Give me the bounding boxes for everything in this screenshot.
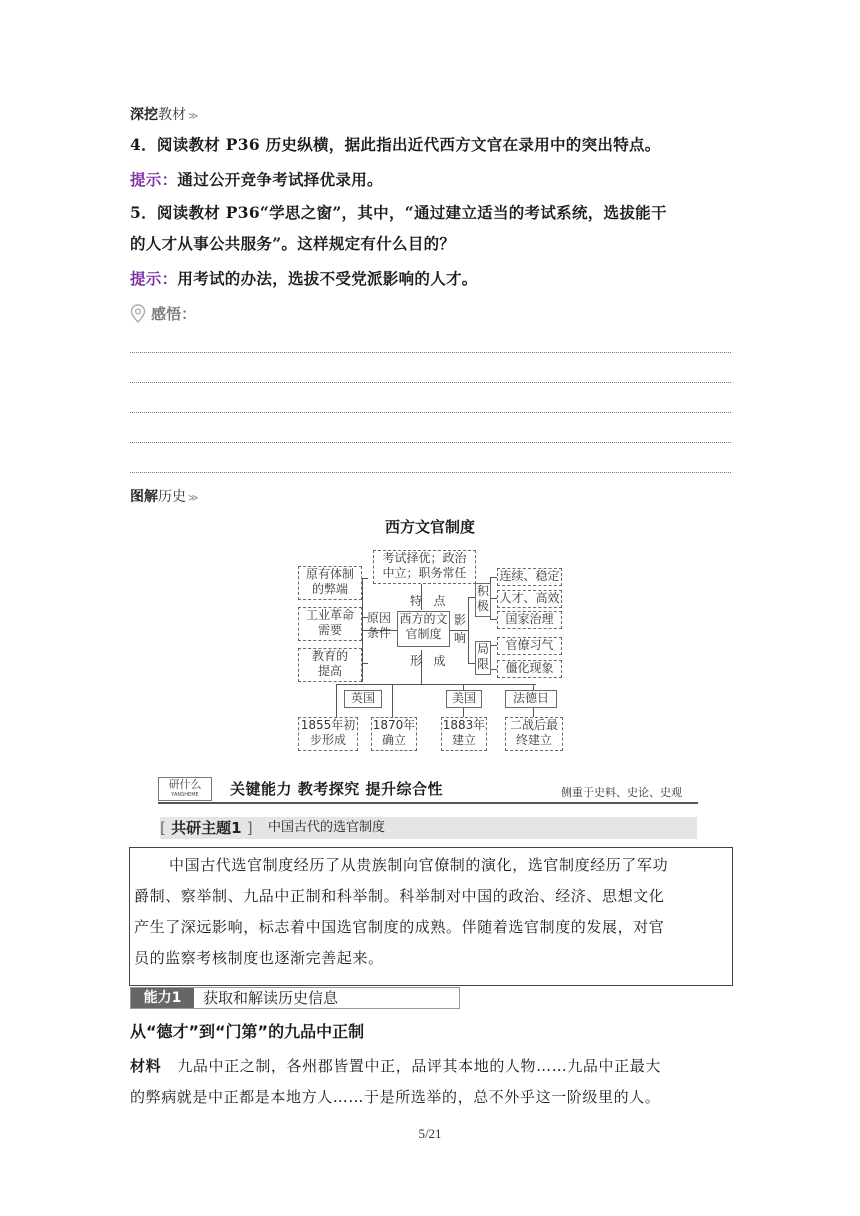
theme-label: [ 共研主题1 ] [160, 819, 253, 837]
positive-label-box: 积 极 [475, 583, 491, 617]
connector [468, 597, 469, 663]
connector [362, 663, 368, 664]
intro-box [129, 847, 733, 986]
hint-label: 提示： [130, 171, 178, 189]
cause-box: 教育的 提高 [298, 648, 362, 682]
material-line1: 材料 九品中正之制，各州郡皆置中正，品评其本地的人物……九品中正最大 [130, 1057, 661, 1075]
hint-label: 提示： [130, 270, 178, 288]
influence-label: 影 响 [454, 613, 467, 645]
hint-text: 通过公开竞争考试择优录用。 [177, 170, 383, 189]
negative-item: 僵化现象 [497, 660, 562, 678]
answer-line[interactable] [130, 442, 731, 443]
question-5-line1: 5．阅读教材 P36“学思之窗”，其中，“通过建立适当的考试系统，选拔能干 [130, 203, 667, 222]
ability-header [130, 987, 460, 1009]
insight-row [130, 303, 196, 324]
answer-line[interactable] [130, 412, 731, 413]
answer-line[interactable] [130, 352, 731, 353]
banner-logo: 研什么 YANSHEME [158, 777, 212, 801]
center-box: 西方的文 官制度 [397, 611, 450, 647]
section-diagram [130, 486, 198, 506]
double-chevron-icon: ≫ [188, 493, 199, 504]
formation-box: 1870年 确立 [371, 717, 417, 751]
positive-item: 连续、稳定 [497, 568, 562, 586]
banner-title: 关键能力 教考探究 提升综合性 [230, 780, 443, 798]
formation-box: 1855年初 步形成 [298, 717, 358, 751]
question-5-line2: 的人才从事公共服务”。这样规定有什么目的？ [130, 234, 456, 253]
connector [336, 684, 536, 685]
cause-box: 原有体制 的弊端 [298, 566, 362, 600]
theme-title: 中国古代的选官制度 [268, 820, 386, 835]
section-label-rest: 教材 [158, 107, 186, 123]
connector [362, 578, 368, 579]
formation-label: 形 成 [410, 654, 446, 668]
country-box: 法德日 [505, 690, 557, 708]
question-4: 4．阅读教材 P36 历史纵横，据此指出近代西方文官在录用中的突出特点。 [130, 135, 661, 154]
answer-line[interactable] [130, 472, 731, 473]
section-banner [158, 776, 698, 804]
section-label-rest: 历史 [158, 489, 186, 505]
cause-box: 工业革命 需要 [298, 607, 362, 641]
material-line2: 的弊病就是中正都是本地方人……于是所选举的，总不外乎这一阶级里的人。 [130, 1088, 661, 1106]
positive-item: 人才、高效 [497, 590, 562, 608]
location-pin-icon [130, 304, 146, 324]
positive-item: 国家治理 [497, 611, 562, 629]
negative-item: 官僚习气 [497, 637, 562, 655]
insight-label: 感悟： [151, 305, 197, 323]
section-label-bold: 图解 [130, 489, 158, 505]
negative-label-box: 局 限 [475, 641, 491, 675]
connector [392, 684, 393, 718]
intro-line: 中国古代选官制度经历了从贵族制向官僚制的演化，选官制度经历了军功 [169, 856, 669, 874]
feature-label: 特 点 [410, 594, 446, 608]
feature-box [373, 550, 476, 584]
formation-box: 二战后最 终建立 [505, 717, 563, 751]
connector [336, 684, 337, 718]
hint-4 [130, 169, 383, 191]
country-box: 英国 [344, 690, 382, 708]
answer-line[interactable] [130, 382, 731, 383]
subheading: 从“德才”到“门第”的九品中正制 [130, 1022, 365, 1041]
cause-label: 原因 条件 [367, 611, 392, 640]
formation-box: 1883年 建立 [441, 717, 487, 751]
hint-text: 用考试的办法，选拔不受党派影响的人才。 [177, 269, 478, 288]
feature-line: 中立；职务常任 [382, 566, 467, 580]
banner-right-text: 侧重于史料、史论、史观 [561, 786, 682, 799]
intro-line: 员的监察考核制度也逐渐完善起来。 [134, 949, 384, 967]
material-label: 材料 [130, 1057, 162, 1075]
intro-line: 产生了深远影响，标志着中国选官制度的成熟。伴随着选官制度的发展，对官 [134, 918, 665, 936]
feature-line: 考试择优；政治 [382, 551, 467, 565]
page-number: 5/21 [418, 1126, 442, 1141]
section-dig-textbook [130, 104, 198, 124]
hint-5 [130, 268, 478, 290]
country-box: 美国 [446, 690, 482, 708]
section-label-bold: 深挖 [130, 107, 158, 123]
intro-line: 爵制、察举制、九品中正制和科举制。科举制对中国的政治、经济、思想文化 [134, 887, 665, 905]
ability-title: 获取和解读历史信息 [203, 989, 339, 1007]
diagram-title: 西方文官制度 [384, 518, 475, 536]
double-chevron-icon: ≫ [188, 111, 199, 122]
ability-label: 能力1 [131, 988, 194, 1008]
theme-header [160, 817, 697, 839]
